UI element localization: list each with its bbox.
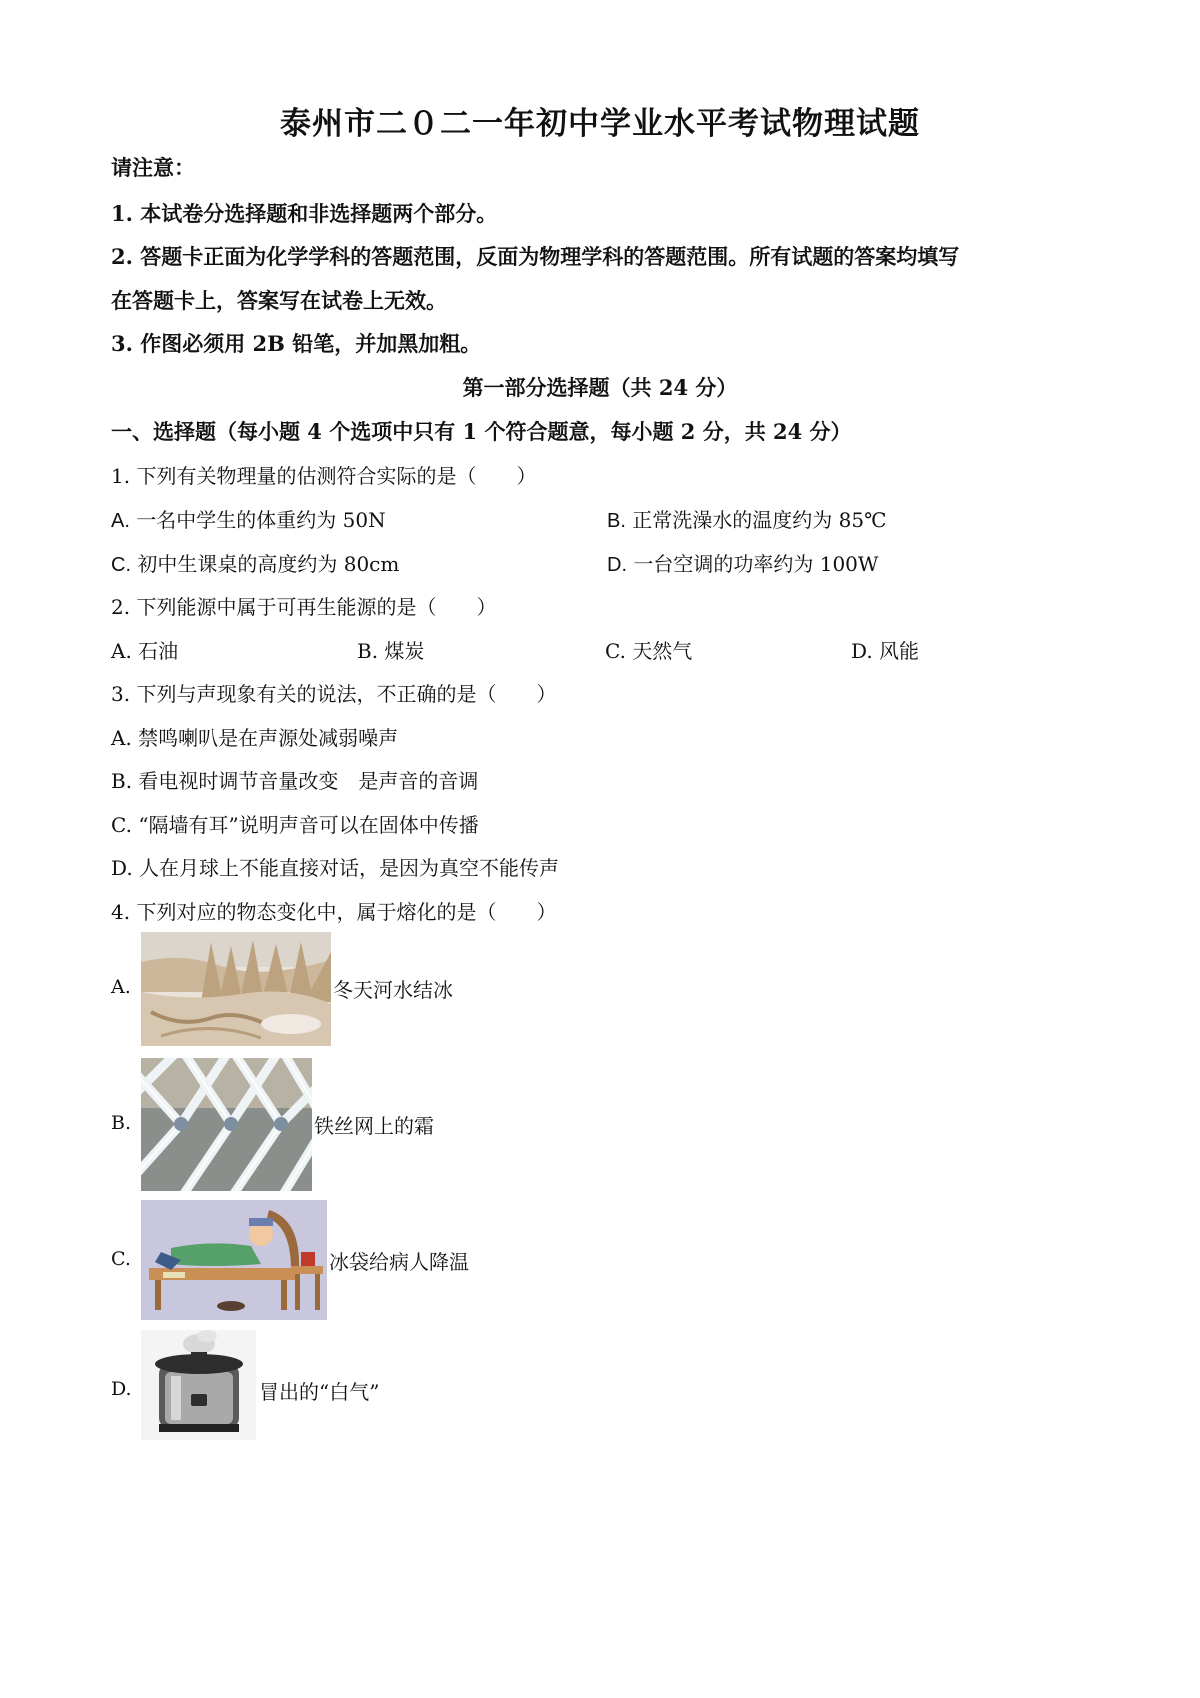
question-4-option-a [111, 932, 511, 1046]
option-label: C. [111, 1248, 131, 1270]
option-label: A. [111, 976, 131, 998]
option-text: 正常洗澡水的温度约为 85℃ [632, 508, 887, 532]
notice-item-1: 1. 本试卷分选择题和非选择题两个部分。 [111, 201, 498, 226]
question-4-stem: 4. 下列对应的物态变化中，属于熔化的是（ ） [111, 900, 557, 924]
option-label: A. [111, 510, 130, 532]
option-label: A. [111, 726, 132, 750]
option-text: 铁丝网上的霜 [314, 1114, 434, 1138]
notice-heading: 请注意： [111, 155, 195, 180]
option-text: “隔墙有耳”说明声音可以在固体中传播 [138, 813, 479, 837]
option-label: B. [357, 639, 379, 663]
option-text: 禁鸣喇叭是在声源处减弱噪声 [138, 726, 399, 750]
option-text: 煤炭 [384, 639, 425, 663]
option-label: C. [111, 813, 132, 837]
section-heading: 一、选择题（每小题 4 个选项中只有 1 个符合题意，每小题 2 分，共 24 分） [111, 419, 852, 444]
option-label: B. [111, 1112, 132, 1134]
question-1-option-b [607, 504, 886, 533]
option-text: 石油 [138, 639, 179, 663]
question-2-option-a [111, 635, 178, 664]
patient-with-ice-pack-image [141, 1200, 327, 1320]
question-2-option-c [605, 635, 692, 664]
question-3-option-c [111, 809, 479, 838]
option-text: 看电视时调节音量改变 是声音的音调 [138, 769, 479, 793]
notice-item-3: 3. 作图必须用 2B 铅笔，并加黑加粗。 [111, 331, 482, 356]
option-text: 冬天河水结冰 [333, 978, 453, 1002]
question-4-option-c [111, 1200, 511, 1320]
frozen-river-image [141, 932, 331, 1046]
option-text: 冒出的“白气” [259, 1380, 380, 1404]
option-label: D. [111, 856, 133, 880]
question-3-option-a [111, 722, 398, 751]
notice-item-2-continued: 在答题卡上，答案写在试卷上无效。 [111, 288, 447, 313]
question-1-stem: 1. 下列有关物理量的估测符合实际的是（ ） [111, 464, 537, 488]
question-4-option-d [111, 1330, 511, 1440]
option-text: 风能 [879, 639, 920, 663]
question-1-option-d [607, 548, 878, 577]
frost-on-wire-mesh-image [141, 1058, 312, 1191]
question-1-option-a [111, 504, 386, 533]
option-text: 人在月球上不能直接对话，是因为真空不能传声 [139, 856, 560, 880]
question-2-option-b [357, 635, 424, 664]
option-label: D. [851, 639, 873, 663]
question-2-stem: 2. 下列能源中属于可再生能源的是（ ） [111, 595, 497, 619]
option-label: C. [605, 639, 626, 663]
question-1-option-c [111, 548, 399, 577]
option-text: 天然气 [632, 639, 693, 663]
option-text: 一台空调的功率约为 100W [633, 552, 879, 576]
exam-title: 泰州市二０二一年初中学业水平考试物理试题 [280, 106, 920, 142]
question-2-option-d [851, 635, 919, 664]
option-text: 冰袋给病人降温 [329, 1250, 469, 1274]
question-3-stem: 3. 下列与声现象有关的说法，不正确的是（ ） [111, 682, 557, 706]
option-label: D. [607, 554, 627, 576]
question-3-option-b [111, 765, 478, 794]
option-label: C. [111, 554, 131, 576]
option-label: D. [111, 1378, 132, 1400]
question-4-option-b [111, 1058, 511, 1191]
option-label: B. [111, 769, 133, 793]
option-label: B. [607, 510, 626, 532]
option-label: A. [111, 639, 132, 663]
pressure-cooker-steam-image [141, 1330, 256, 1440]
question-3-option-d [111, 852, 559, 881]
part-heading: 第一部分选择题（共 24 分） [462, 375, 738, 400]
notice-item-2: 2. 答题卡正面为化学学科的答题范围，反面为物理学科的答题范围。所有试题的答案均填写 [111, 244, 960, 269]
option-text: 一名中学生的体重约为 50N [136, 508, 386, 532]
option-text: 初中生课桌的高度约为 80cm [137, 552, 400, 576]
